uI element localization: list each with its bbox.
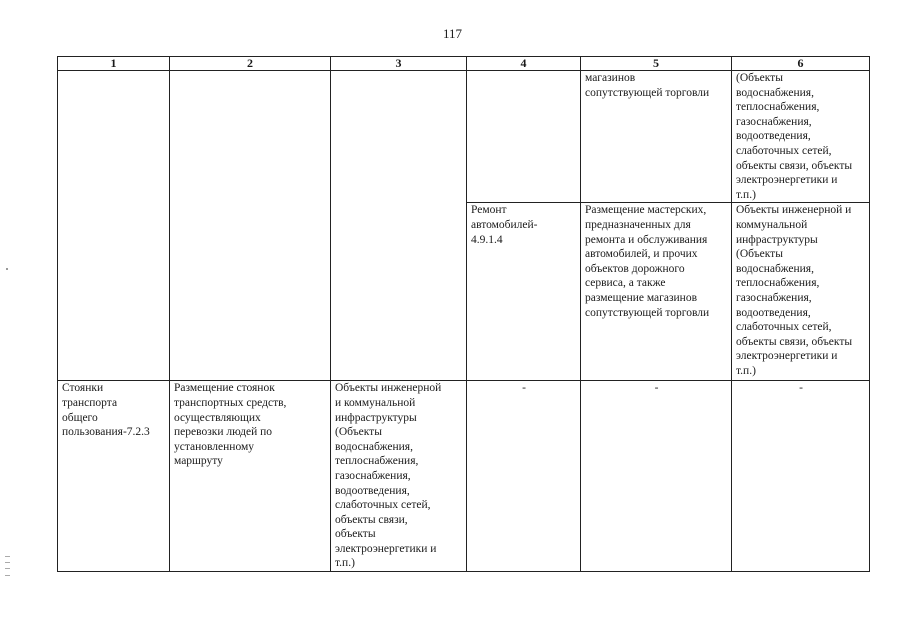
table-row <box>58 71 870 203</box>
table-cell <box>170 71 331 381</box>
table-cell: Объекты инженерной и коммунальной инфраструктуры (Объекты водоснабжения, теплоснабжения, газоснабжения, водоотведения, слаботочных сетей, объекты связи, объекты электроэнергетики и т.п.) <box>732 203 870 381</box>
table-cell: Объекты инженерной и коммунальной инфраструктуры (Объекты водоснабжения, теплоснабжения, газоснабжения, водоотведения, слаботочных сетей, объекты связи, объекты электроэнергетики и т.п.) <box>331 381 467 572</box>
table-cell <box>331 71 467 381</box>
table-cell: Ремонт автомобилей- 4.9.1.4 <box>467 203 581 381</box>
column-header-5: 5 <box>581 57 732 71</box>
table-cell: магазинов сопутствующей торговли <box>581 71 732 203</box>
table-cell: (Объекты водоснабжения, теплоснабжения, газоснабжения, водоотведения, слаботочных сетей, объекты связи, объекты электроэнергетики и т.п.) <box>732 71 870 203</box>
column-header-1: 1 <box>58 57 170 71</box>
table-cell <box>58 71 170 381</box>
table-cell: - <box>467 381 581 572</box>
table-cell: - <box>732 381 870 572</box>
column-header-4: 4 <box>467 57 581 71</box>
scan-artifact <box>6 268 8 270</box>
table-row <box>58 381 870 572</box>
zoning-table <box>57 56 870 572</box>
table-cell: - <box>581 381 732 572</box>
column-header-2: 2 <box>170 57 331 71</box>
table-cell: Размещение стоянок транспортных средств, осуществляющих перевозки людей по установленному маршруту <box>170 381 331 572</box>
table-cell <box>467 71 581 203</box>
page-number: 117 <box>442 26 463 41</box>
column-header-6: 6 <box>732 57 870 71</box>
table-cell: Размещение мастерских, предназначенных для ремонта и обслуживания автомобилей, и прочих объектов дорожного сервиса, а также размещение магазинов сопутствующей торговли <box>581 203 732 381</box>
table-cell: Стоянки транспорта общего пользования-7.2.3 <box>58 381 170 572</box>
scan-artifact <box>5 556 10 576</box>
column-header-3: 3 <box>331 57 467 71</box>
table-header-row <box>58 57 870 71</box>
